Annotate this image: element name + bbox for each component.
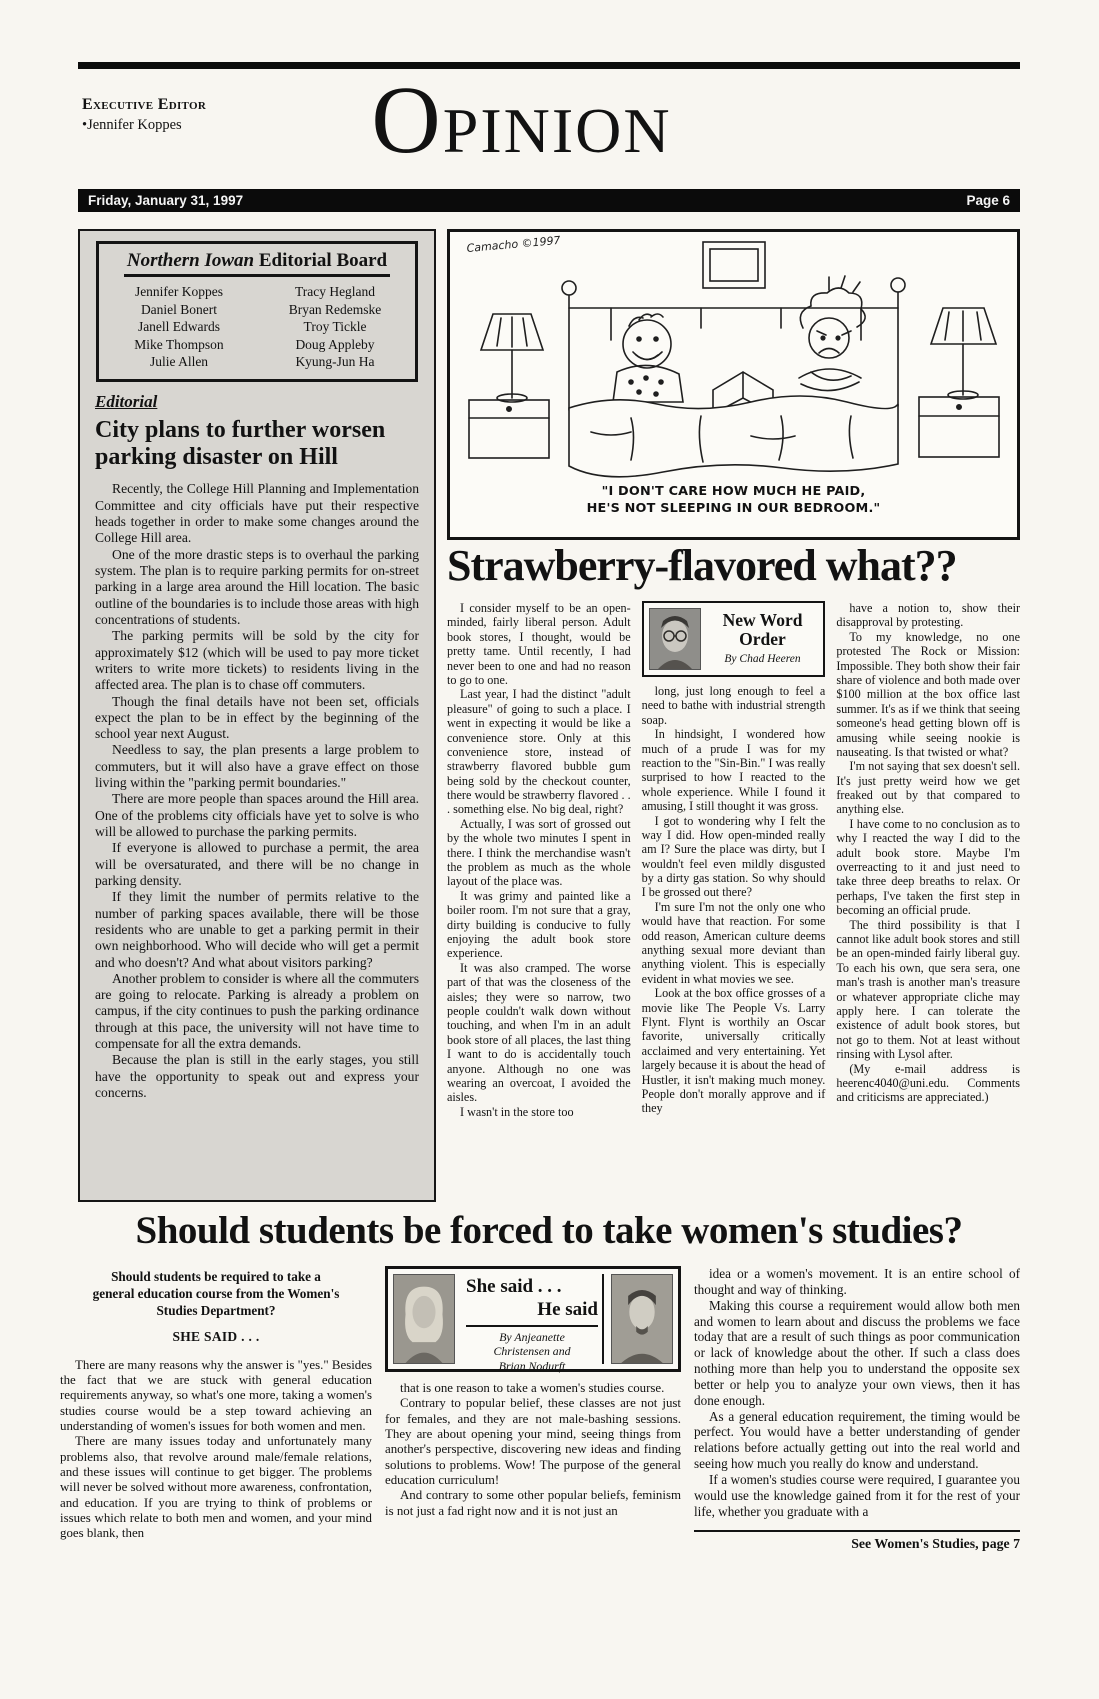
strawberry-column-1 bbox=[447, 601, 631, 1207]
continued-notice: See Women's Studies, page 7 bbox=[694, 1530, 1020, 1553]
column-title-line1: New Word bbox=[722, 610, 803, 631]
article-paragraph: long, just long enough to feel a need to bathe with industrial strength soap. bbox=[641, 684, 826, 727]
womens-studies-column-2 bbox=[385, 1266, 681, 1694]
editorial-headline: City plans to further worsen parking disaster on Hill bbox=[95, 416, 386, 471]
editorial-board-names bbox=[101, 283, 413, 371]
strawberry-column-3 bbox=[836, 601, 1020, 1207]
dateline-bar bbox=[78, 189, 1020, 212]
womens-studies-column-1 bbox=[60, 1266, 372, 1694]
board-member: Julie Allen bbox=[149, 354, 209, 370]
said-box-divider bbox=[466, 1325, 598, 1327]
editorial-cartoon bbox=[447, 229, 1020, 540]
article-paragraph: idea or a women's movement. It is an entire school of thought and way of thinking. bbox=[694, 1266, 1020, 1297]
said-byline-line1: By Anjeanette bbox=[499, 1330, 565, 1345]
column-byline: By Chad Heeren bbox=[724, 653, 801, 666]
article-paragraph: Contrary to popular belief, these classes are not just for females, and they are not male-bashing sessions. They are about opening your mind, seeing things from another's perspective, discovering new ideas and finding solutions to problems. Wow! The purpose of the general education curriculum! bbox=[385, 1396, 681, 1488]
board-member: Janell Edwards bbox=[137, 319, 221, 335]
article-paragraph: I have come to no conclusion as to why I reacted the way I did to the adult book store. Maybe I'm overreacting to it and just need to take three deep breaths to relax. Or perhaps, I've taken the first step in becoming an official prude. bbox=[836, 816, 1020, 918]
cartoon-caption-line1: "I DON'T CARE HOW MUCH HE PAID, bbox=[601, 484, 866, 499]
womens-studies-headline: Should students be forced to take women's studies? bbox=[135, 1209, 963, 1252]
article-paragraph: have a notion to, show their disapproval by protesting. bbox=[836, 601, 1020, 630]
anjeanette-christensen-photo bbox=[393, 1274, 455, 1364]
editorial-paragraph: Though the final details have not been set, officials expect the plan to be in effect by the beginning of the school year next August. bbox=[95, 693, 419, 742]
board-title-rest: Editorial Board bbox=[254, 250, 388, 271]
she-said-he-said-box bbox=[385, 1266, 681, 1372]
she-said-he-said-text bbox=[462, 1274, 604, 1373]
cartoonist-signature: Camacho ©1997 bbox=[466, 233, 562, 255]
new-word-order-text bbox=[707, 611, 819, 666]
editorial-board-box bbox=[96, 241, 418, 382]
editorial-paragraph: Because the plan is still in the early stages, you still have the opportunity to speak out and express your concerns. bbox=[95, 1052, 419, 1101]
article-paragraph: I'm sure I'm not the only one who would have that reaction. For some odd reason, American culture deems anything sexual more deviant than anything violent. This is especially evident in what movies we see. bbox=[641, 899, 826, 986]
article-paragraph: And contrary to some other popular beliefs, feminism is not just a fad right now and it is not just an bbox=[385, 1488, 681, 1518]
executive-editor-label: Executive Editor bbox=[82, 96, 207, 113]
article-paragraph: As a general education requirement, the timing would be perfect. You would have a better understanding of gender relations before actually getting out into the real world and seeing how much you really do know and understand. bbox=[694, 1408, 1020, 1472]
article-paragraph: There are many issues today and unfortunately many problems also, that revolve around male/female relations, and these issues will continue to get bigger. The problems will never be solved without more awareness, confrontation, and education. If you are trying to think of problems or issues which relate to both men and women, and your mind goes blank, then bbox=[60, 1434, 372, 1541]
board-member: Bryan Redemske bbox=[288, 301, 382, 317]
editorial-board-title bbox=[101, 250, 413, 283]
editorial-paragraph: Needless to say, the plan presents a large problem to commuters, but it will also have a grave effect on those living within the "parking permit boundaries." bbox=[95, 742, 419, 791]
editorial-body bbox=[95, 481, 419, 1101]
strawberry-headline: Strawberry-flavored what?? bbox=[447, 541, 957, 590]
said-byline-line2: Christensen and bbox=[493, 1344, 571, 1359]
article-paragraph: If a women's studies course were required, I guarantee you would use the knowledge gained from it for the rest of your life, whether you graduate with a bbox=[694, 1471, 1020, 1519]
cartoon-caption bbox=[450, 484, 1017, 517]
article-paragraph: In hindsight, I wondered how much of a prude I was for my reaction to the "Sin-Bin." I was really surprised to how I reacted to the whole experience. While I found it amusing, I still thought it was gross. bbox=[641, 727, 826, 814]
article-paragraph: I wasn't in the store too bbox=[460, 1104, 574, 1119]
editorial-paragraph: If everyone is allowed to purchase a permit, the area will be oversaturated, and there will be no change in parking density. bbox=[95, 840, 419, 888]
article-paragraph: It was also cramped. The worse part of that was the closeness of the aisles; they were so narrow, two people couldn't walk down without touching, and when I'm in an adult book store of all places, the last thing I want to do is accidentally touch anyone. Although no one was wearing an overcoat, I avoided the aisles. bbox=[447, 960, 631, 1105]
said-byline-line3: Brian Nodurft bbox=[498, 1358, 566, 1373]
editorial-paragraph: The parking permits will be sold by the city for approximately $12 (which will be used to pay more ticket writers to write more tickets) to residents living in the affected area. The plan is to chase off commuters. bbox=[95, 628, 419, 693]
editorial-paragraph: Another problem to consider is where all the commuters are going to relocate. Parking is already a problem on campus, if the city continues to push the parking ordinance through at this pace, the university will not have time to compensate for all the extra demands. bbox=[95, 970, 419, 1052]
top-rule bbox=[78, 62, 1020, 69]
article-paragraph: Actually, I was sort of grossed out by the whole two minutes I spent in there. I think the merchandise wasn't the problem as much as the whole layout of the place was. bbox=[447, 816, 631, 889]
womens-studies-article bbox=[60, 1266, 1020, 1694]
section-title: OPINION bbox=[371, 66, 672, 173]
article-paragraph: To my knowledge, no one protested The Rock or Mission: Impossible. They both show their fair share of violence and both made over $100 million at the box office last summer. It's as if we think that seeing someone's head getting blown off is amusing while seeing nookie is nauseating. Is that twisted or what? bbox=[836, 629, 1020, 759]
intro-question: Should students be required to take a general education course from the Women's Studies Department? bbox=[92, 1269, 340, 1319]
article-paragraph: I got to wondering why I felt the way I did. How open-minded really am I? Sure the place was dirty, but I wouldn't feel even mildly disgusted by a dirty gas station. So why should I be grossed out there? bbox=[641, 813, 826, 900]
bedroom-cartoon-drawing bbox=[451, 232, 1016, 484]
article-paragraph: Making this course a requirement would allow both men and women to learn about and discuss the problems we face today that are a result of such things as poor communication or lack of knowledge about the other. If such a class does nothing more than help you to understand the opposite sex better or help you to analyze your own views, then it has done enough. bbox=[694, 1297, 1020, 1408]
article-paragraph: Look at the box office grosses of a movie like The People Vs. Larry Flynt. Flynt is worthily an Oscar favorite, universally critically acclaimed and very entertaining. Yet largely because it is about the head of Hustler, it isn't making much money. People don't morally approve and if they bbox=[641, 986, 826, 1116]
brian-nodurft-photo bbox=[611, 1274, 673, 1364]
board-member: Daniel Bonert bbox=[140, 301, 218, 317]
board-member: Mike Thompson bbox=[134, 336, 224, 352]
womens-studies-column-3 bbox=[694, 1266, 1020, 1694]
new-word-order-byline-box bbox=[642, 601, 826, 677]
she-said-title: She said . . . bbox=[466, 1276, 562, 1297]
article-paragraph: I consider myself to be an open-minded, fairly liberal person. Adult book stores, I thought, would be pretty tame. Until recently, I had never been to one and had no reason to go to one. bbox=[447, 601, 631, 687]
article-paragraph: (My e-mail address is heerenc4040@uni.edu. Comments and criticisms are appreciated.) bbox=[836, 1061, 1020, 1105]
executive-editor-name: •Jennifer Koppes bbox=[82, 117, 182, 133]
date-text: Friday, January 31, 1997 bbox=[88, 193, 244, 208]
strawberry-article bbox=[447, 601, 1020, 1207]
editorial-section-label: Editorial bbox=[95, 391, 158, 411]
article-paragraph: There are many reasons why the answer is "yes." Besides the fact that we are stuck with general education requirements anyway, so what's one more, taking a women's studies course would be a step toward achieving an understanding of women's issues for both women and men. bbox=[60, 1357, 372, 1433]
article-paragraph: Last year, I had the distinct "adult pleasure" of going to such a place. I went in expecting it would be like a convenience store. Only at this convenience store, instead of strawberry flavored bubble gum being sold by the checkout counter, there would be strawberry flavored . . . something else. No big deal, right? bbox=[447, 687, 631, 817]
board-member: Troy Tickle bbox=[303, 319, 367, 335]
board-names-column-2 bbox=[257, 283, 413, 371]
editorial-paragraph: One of the more drastic steps is to overhaul the parking system. The plan is to require parking permits for on-street parking in a large area around the Hill location. The basic outline of the boundaries is to include those areas with high concentrations of students. bbox=[95, 546, 419, 627]
board-member: Doug Appleby bbox=[295, 336, 375, 352]
board-member: Tracy Hegland bbox=[294, 284, 376, 299]
strawberry-column-2 bbox=[642, 601, 826, 1207]
board-member: Jennifer Koppes bbox=[134, 284, 224, 299]
editorial-paragraph: Recently, the College Hill Planning and Implementation Committee and city officials have put their respective heads together in order to make some changes around the College Hill area. bbox=[95, 481, 419, 546]
article-paragraph: The third possibility is that I cannot like adult book stores and still be an open-minded fairly liberal guy. To each his own, que sera sera, one man's trash is another man's treasure or whatever appropriate cliche may apply here. I can tolerate the existence of adult book stores, but not go to them. Not at least without rinsing with Lysol after. bbox=[836, 917, 1020, 1062]
editorial-paragraph: If they limit the number of permits relative to the number of parking spaces available, there will be those residents who are unable to get a parking permit in their own neighborhood. Who will decide who will get a permit and who doesn't? And what about visitors parking? bbox=[95, 889, 419, 970]
board-member: Kyung-Jun Ha bbox=[295, 354, 375, 370]
column-title-line2: Order bbox=[739, 628, 786, 649]
board-title-paper-name: Northern Iowan bbox=[126, 250, 255, 271]
article-paragraph: I'm not saying that sex doesn't sell. It's just pretty weird how we get freaked out by that compared to anything else. bbox=[836, 759, 1020, 817]
he-said-title: He said bbox=[537, 1298, 598, 1320]
article-paragraph: that is one reason to take a women's studies course. bbox=[400, 1381, 665, 1395]
page-number: Page 6 bbox=[966, 193, 1010, 208]
chad-heeren-photo bbox=[649, 608, 701, 670]
she-said-label: SHE SAID . . . bbox=[172, 1329, 260, 1345]
cartoon-caption-line2: HE'S NOT SLEEPING IN OUR BEDROOM." bbox=[586, 500, 881, 516]
editorial-column bbox=[78, 229, 436, 1202]
editorial-paragraph: There are more people than spaces around the Hill area. One of the problems city officials have yet to solve is who will be allowed to purchase the parking permits. bbox=[95, 791, 419, 840]
board-names-column-1 bbox=[101, 283, 257, 371]
article-paragraph: It was grimy and painted like a boiler room. I'm not sure that a gray, dirty building is conducive to fully enjoying the adult book store experience. bbox=[447, 888, 631, 961]
